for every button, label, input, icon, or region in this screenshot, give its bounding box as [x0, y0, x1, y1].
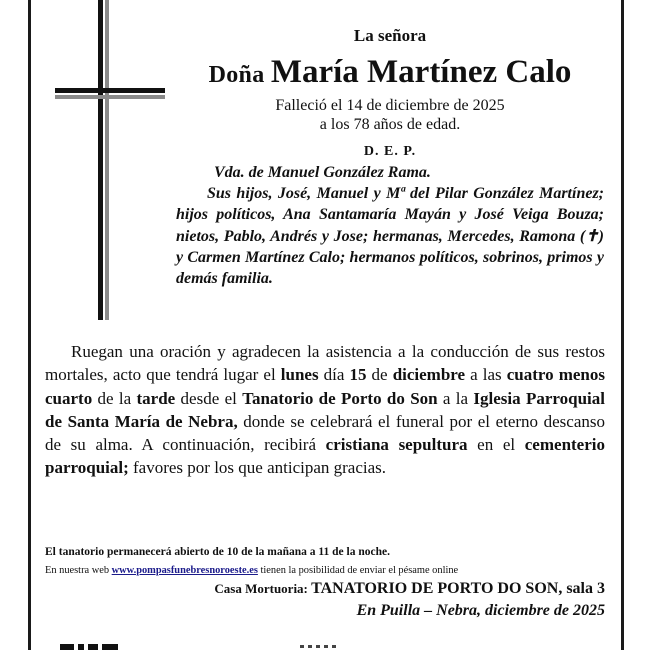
death-date: Falleció el 14 de diciembre de 2025: [275, 97, 505, 114]
age-line: a los 78 años de edad.: [319, 116, 461, 133]
funeral-home-line: [214, 580, 605, 598]
qr-code-icon: [60, 644, 120, 650]
deceased-name: [180, 54, 600, 91]
name-prefix: Doña: [208, 62, 271, 88]
casa-value: TANATORIO DE PORTO DO SON, sala 3: [311, 580, 605, 597]
website-link[interactable]: www.pompasfunebresnoroeste.es: [111, 565, 258, 576]
family-block: [176, 162, 604, 289]
casa-label: Casa Mortuoria:: [214, 581, 312, 596]
family-text-end: ) y Carmen Martínez Calo; hermanos políticos, sobrinos, primos y demás familia.: [176, 227, 604, 288]
family-text: Sus hijos, José, Manuel y Mª del Pilar González Martínez; hijos políticos, Ana Santamaría Mayán y José Veiga Bouza; nietos, Pablo, Andrés y Jose; hermanas, Mercedes, Ramona (: [176, 185, 604, 245]
footer-decoration: [300, 645, 340, 650]
family-list: [176, 183, 604, 289]
la-senora-heading: La señora: [353, 26, 427, 45]
ceremony-paragraph: Ruegan una oración y agradecen la asistencia a la conducción de sus restos mortales, acto que tendrá lugar el lunes día 15 de diciembre a las cuatro menos cuarto de la tarde desde el Tanatorio de Porto do Son a la Iglesia Parroquial de Santa María de Nebra, donde se celebrará el funeral por el eterno descanso de su alma. A continuación, recibirá cristiana sepultura en el cementerio parroquial; favores por los que anticipan gracias.: [45, 342, 605, 478]
website-line: En nuestra web www.pompasfunebresnoroeste.es tienen la posibilidad de enviar el pésame online: [45, 565, 459, 576]
deceased-cross-icon: ✝: [585, 227, 599, 245]
cross-icon: [55, 0, 165, 330]
name-main: María Martínez Calo: [270, 54, 572, 90]
opening-hours-note: El tanatorio permanecerá abierto de 10 de la mañana a 11 de la noche.: [45, 546, 390, 558]
place-date-signature: En Puilla – Nebra, diciembre de 2025: [356, 602, 605, 619]
dep-line: D. E. P.: [363, 144, 417, 159]
right-border-line: [621, 0, 624, 650]
left-border-line: [28, 0, 31, 650]
widow-line: Vda. de Manuel González Rama.: [214, 164, 431, 181]
